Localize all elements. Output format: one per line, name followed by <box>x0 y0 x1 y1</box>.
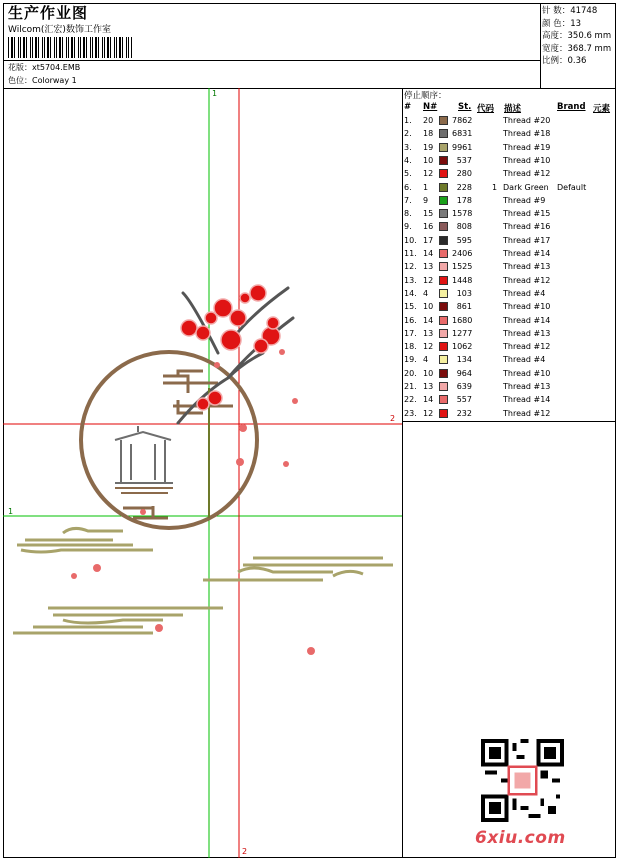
design-file: xt5704.EMB <box>32 63 81 72</box>
col-num: # <box>404 102 412 112</box>
stats-panel <box>542 5 611 68</box>
col-code: 代码 <box>477 104 495 114</box>
color-swatch <box>439 409 448 418</box>
row-needle: 10 <box>423 155 434 165</box>
row-stitches: 1680 <box>452 315 473 325</box>
color-swatch <box>439 316 448 325</box>
colorway-label: 色位： <box>8 76 32 85</box>
row-needle: 14 <box>423 395 434 405</box>
row-num: 16. <box>404 315 417 325</box>
table-row <box>404 249 614 262</box>
row-desc: Thread #10 <box>503 302 551 312</box>
row-needle: 10 <box>423 368 434 378</box>
row-num: 12. <box>404 262 417 272</box>
row-needle: 13 <box>423 382 434 391</box>
color-swatch <box>439 196 448 205</box>
colorway-line <box>8 75 77 86</box>
row-needle: 4 <box>423 355 429 365</box>
row-stitches: 7862 <box>452 116 473 125</box>
design-file-line <box>8 62 80 73</box>
row-num: 14. <box>404 288 417 298</box>
row-desc: Thread #17 <box>503 235 551 245</box>
color-swatch <box>439 329 448 338</box>
row-num: 5. <box>404 169 412 179</box>
table-row <box>404 209 614 222</box>
row-code: 1 <box>492 182 498 192</box>
row-desc: Thread #14 <box>503 395 551 405</box>
row-stitches: 1578 <box>452 209 473 219</box>
table-row <box>404 129 614 142</box>
row-desc: Thread #20 <box>503 116 551 125</box>
cloud-motif-left <box>13 528 223 633</box>
table-row <box>404 143 614 156</box>
row-stitches: 537 <box>456 155 472 165</box>
row-needle: 12 <box>423 342 434 352</box>
row-desc: Thread #14 <box>503 249 551 258</box>
table-row <box>404 395 614 408</box>
table-row <box>404 276 614 289</box>
row-num: 1. <box>404 116 412 125</box>
row-num: 20. <box>404 368 417 378</box>
color-swatch <box>439 129 448 138</box>
row-desc: Thread #9 <box>503 195 546 205</box>
row-desc: Thread #18 <box>503 129 551 139</box>
color-swatch <box>439 342 448 351</box>
row-num: 9. <box>404 222 412 232</box>
row-num: 21. <box>404 382 417 391</box>
row-stitches: 595 <box>456 235 472 245</box>
color-swatch <box>439 302 448 311</box>
row-num: 2. <box>404 129 412 139</box>
row-num: 6. <box>404 182 412 192</box>
row-stitches: 178 <box>456 195 472 205</box>
row-needle: 12 <box>423 169 434 179</box>
row-num: 17. <box>404 328 417 338</box>
row-stitches: 1448 <box>452 275 473 285</box>
row-num: 11. <box>404 249 417 258</box>
row-stitches: 557 <box>456 395 472 405</box>
row-stitches: 103 <box>456 288 472 298</box>
color-swatch <box>439 355 448 364</box>
row-num: 19. <box>404 355 417 365</box>
row-desc: Thread #12 <box>503 169 551 179</box>
table-row <box>404 222 614 235</box>
row-needle: 10 <box>423 302 434 312</box>
table-row <box>404 156 614 169</box>
table-row <box>404 262 614 275</box>
row-desc: Thread #4 <box>503 288 546 298</box>
stat-stitches: 针 数：41748 <box>542 6 598 16</box>
table-row <box>404 169 614 182</box>
row-needle: 18 <box>423 129 434 139</box>
row-stitches: 808 <box>456 222 472 232</box>
stat-colors: 颜 色：13 <box>542 18 582 29</box>
table-row <box>404 289 614 302</box>
row-desc: Thread #10 <box>503 368 551 378</box>
table-row <box>404 196 614 209</box>
pavilion <box>115 426 173 483</box>
row-stitches: 1277 <box>452 328 473 338</box>
qr-code <box>481 739 564 822</box>
row-needle: 14 <box>423 315 434 325</box>
row-needle: 14 <box>423 249 434 258</box>
stop-sequence-title: 停止顺序： <box>404 91 447 101</box>
row-num: 15. <box>404 302 417 312</box>
table-row <box>404 183 614 196</box>
row-stitches: 964 <box>456 368 472 378</box>
table-row <box>404 355 614 368</box>
row-stitches: 232 <box>456 408 472 418</box>
row-stitches: 134 <box>456 355 472 365</box>
pavilion-base <box>115 488 173 493</box>
row-needle: 12 <box>423 408 434 418</box>
row-needle: 15 <box>423 209 434 219</box>
row-num: 22. <box>404 395 417 405</box>
row-stitches: 1062 <box>452 342 473 352</box>
marker-red-bottom: 2 <box>242 847 248 856</box>
row-brand: Default <box>557 182 587 192</box>
row-desc: Thread #13 <box>503 328 551 338</box>
row-stitches: 6831 <box>452 129 473 139</box>
color-swatch <box>439 369 448 378</box>
row-stitches: 2406 <box>452 249 473 258</box>
row-desc: Thread #10 <box>503 155 551 165</box>
stat-scale: 比例：0.36 <box>542 56 587 67</box>
row-needle: 12 <box>423 275 434 285</box>
row-num: 3. <box>404 142 412 152</box>
stat-width: 宽度：368.7 mm <box>542 43 612 54</box>
row-num: 7. <box>404 195 412 205</box>
row-stitches: 280 <box>456 169 472 179</box>
table-row <box>404 369 614 382</box>
color-swatch <box>439 382 448 391</box>
color-swatch <box>439 222 448 231</box>
row-needle: 19 <box>423 142 434 152</box>
row-num: 10. <box>404 235 417 245</box>
row-num: 4. <box>404 155 412 165</box>
row-num: 8. <box>404 209 412 219</box>
row-needle: 4 <box>423 288 429 298</box>
design-info-divider <box>3 60 540 61</box>
row-num: 13. <box>404 275 417 285</box>
row-num: 23. <box>404 408 417 418</box>
row-needle: 1 <box>423 182 429 192</box>
row-desc: Dark Green <box>503 182 549 192</box>
row-needle: 17 <box>423 235 434 245</box>
table-row <box>404 329 614 342</box>
marker-red-right: 2 <box>390 414 396 423</box>
color-swatch <box>439 289 448 298</box>
row-needle: 9 <box>423 195 429 205</box>
col-desc: 描述 <box>504 104 522 114</box>
row-stitches: 9961 <box>452 142 473 152</box>
studio-name: Wilcom(汇宏)数饰工作室 <box>8 25 111 35</box>
table-row <box>404 302 614 315</box>
color-swatch <box>439 156 448 165</box>
col-brand: Brand <box>557 102 586 112</box>
row-desc: Thread #14 <box>503 315 551 325</box>
marker-green-left: 1 <box>8 507 14 516</box>
color-swatch <box>439 116 448 125</box>
row-stitches: 228 <box>456 182 472 192</box>
table-row <box>404 409 614 422</box>
color-swatch <box>439 183 448 192</box>
row-desc: Thread #19 <box>503 142 551 152</box>
colorway-value: Colorway 1 <box>32 76 77 85</box>
color-swatch <box>439 249 448 258</box>
row-needle: 16 <box>423 222 434 232</box>
watermark-site: 6xiu.com <box>475 828 566 848</box>
row-needle: 20 <box>423 116 434 125</box>
row-desc: Thread #15 <box>503 209 551 219</box>
row-desc: Thread #12 <box>503 342 551 352</box>
marker-green-top: 1 <box>212 89 218 98</box>
cloud-motif-right <box>203 558 393 580</box>
color-swatch <box>439 143 448 152</box>
row-desc: Thread #4 <box>503 355 546 365</box>
color-swatch <box>439 276 448 285</box>
table-row <box>404 342 614 355</box>
color-swatch <box>439 262 448 271</box>
color-swatch <box>439 236 448 245</box>
color-swatch <box>439 395 448 404</box>
row-stitches: 861 <box>456 302 472 312</box>
row-needle: 13 <box>423 328 434 338</box>
color-swatch <box>439 209 448 218</box>
row-needle: 13 <box>423 262 434 272</box>
col-stitches: St. <box>458 102 472 112</box>
row-num: 18. <box>404 342 417 352</box>
stats-divider <box>540 3 541 88</box>
row-desc: Thread #13 <box>503 262 551 272</box>
row-stitches: 1525 <box>452 262 473 272</box>
col-needle: N# <box>423 102 438 112</box>
color-swatch <box>439 169 448 178</box>
row-desc: Thread #13 <box>503 382 551 391</box>
table-row <box>404 382 614 395</box>
page-title: 生产作业图 <box>8 4 89 22</box>
barcode <box>8 37 132 58</box>
row-desc: Thread #12 <box>503 408 551 418</box>
stat-height: 高度：350.6 mm <box>542 31 612 42</box>
row-desc: Thread #12 <box>503 275 551 285</box>
table-row <box>404 116 614 129</box>
col-element: 元素 <box>593 104 611 114</box>
table-row <box>404 236 614 249</box>
design-label: 花版： <box>8 63 32 72</box>
row-desc: Thread #16 <box>503 222 551 232</box>
embroidery-preview <box>3 88 405 858</box>
row-stitches: 639 <box>456 382 472 391</box>
table-row <box>404 316 614 329</box>
